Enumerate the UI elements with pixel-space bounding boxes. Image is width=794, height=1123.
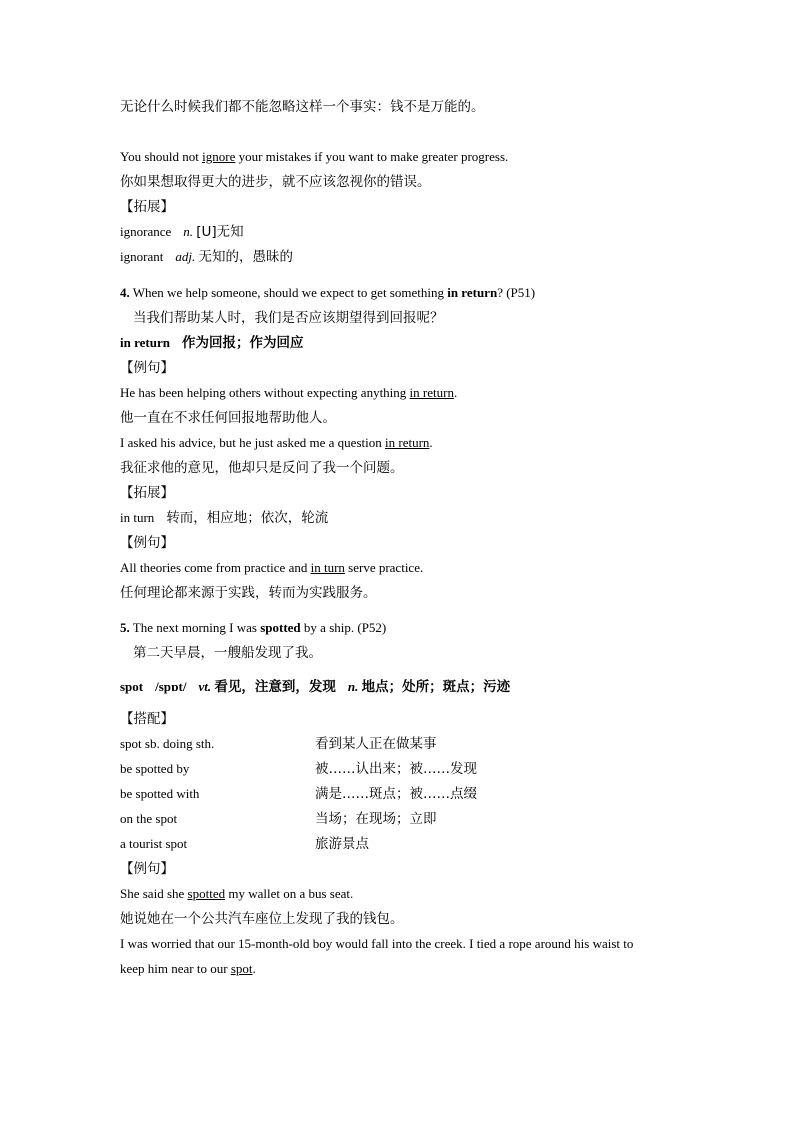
headword-spot: spot /spɒt/ vt. 看见，注意到，发现 n. 地点；处所；斑点；污迹 (120, 679, 511, 695)
example-cn: 任何理论都来源于实践，转而为实践服务。 (120, 585, 377, 601)
example-en: She said she spotted my wallet on a bus seat. (120, 886, 354, 901)
example-cn: 他一直在不求任何回报地帮助他人。 (120, 410, 336, 426)
section-label-tuozhan: 【拓展】 (120, 199, 174, 215)
word-ignorance: ignorance n. [U]无知 (120, 224, 244, 240)
example-en: All theories come from practice and in turn serve practice. (120, 560, 424, 575)
example-en-line2: keep him near to our spot. (120, 961, 256, 976)
item-4-translation: 当我们帮助某人时，我们是否应该期望得到回报呢？ (133, 310, 444, 326)
collocation-row: a tourist spot 旅游景点 (120, 836, 369, 852)
example-cn: 她说她在一个公共汽车座位上发现了我的钱包。 (120, 911, 404, 927)
section-label-tuozhan: 【拓展】 (120, 485, 174, 501)
item-5-heading: 5. The next morning I was spotted by a ship. (P52) (120, 620, 387, 635)
word-ignorant: ignorant adj. 无知的，愚昧的 (120, 249, 293, 265)
example-ignore-cn: 你如果想取得更大的进步，就不应该忽视你的错误。 (120, 174, 431, 190)
collocation-row: be spotted with 满是……斑点；被……点缀 (120, 786, 477, 802)
item-5-translation: 第二天早晨，一艘船发现了我。 (133, 645, 322, 661)
underlined-word: ignore (202, 149, 236, 164)
phrase-in-return: in return 作为回报；作为回应 (120, 335, 304, 351)
section-label-liju: 【例句】 (120, 861, 174, 877)
collocation-row: on the spot 当场；在现场；立即 (120, 811, 437, 827)
intro-sentence-cn: 无论什么时候我们都不能忽略这样一个事实：钱不是万能的。 (120, 99, 485, 115)
example-en: He has been helping others without expecting anything in return. (120, 385, 458, 400)
section-label-liju: 【例句】 (120, 535, 174, 551)
example-ignore-en: You should not ignore your mistakes if you want to make greater progress. (120, 149, 509, 164)
item-4-heading: 4. When we help someone, should we expect to get something in return? (P51) (120, 285, 536, 300)
example-en-line1: I was worried that our 15-month-old boy would fall into the creek. I tied a rope around his waist to (120, 936, 634, 951)
example-cn: 我征求他的意见，他却只是反问了我一个问题。 (120, 460, 404, 476)
collocation-row: be spotted by 被……认出来；被……发现 (120, 761, 477, 777)
phrase-in-turn: in turn 转而，相应地；依次，轮流 (120, 510, 329, 526)
collocation-row: spot sb. doing sth. 看到某人正在做某事 (120, 736, 437, 752)
section-label-dapei: 【搭配】 (120, 711, 174, 727)
section-label-liju: 【例句】 (120, 360, 174, 376)
example-en: I asked his advice, but he just asked me a question in return. (120, 435, 433, 450)
